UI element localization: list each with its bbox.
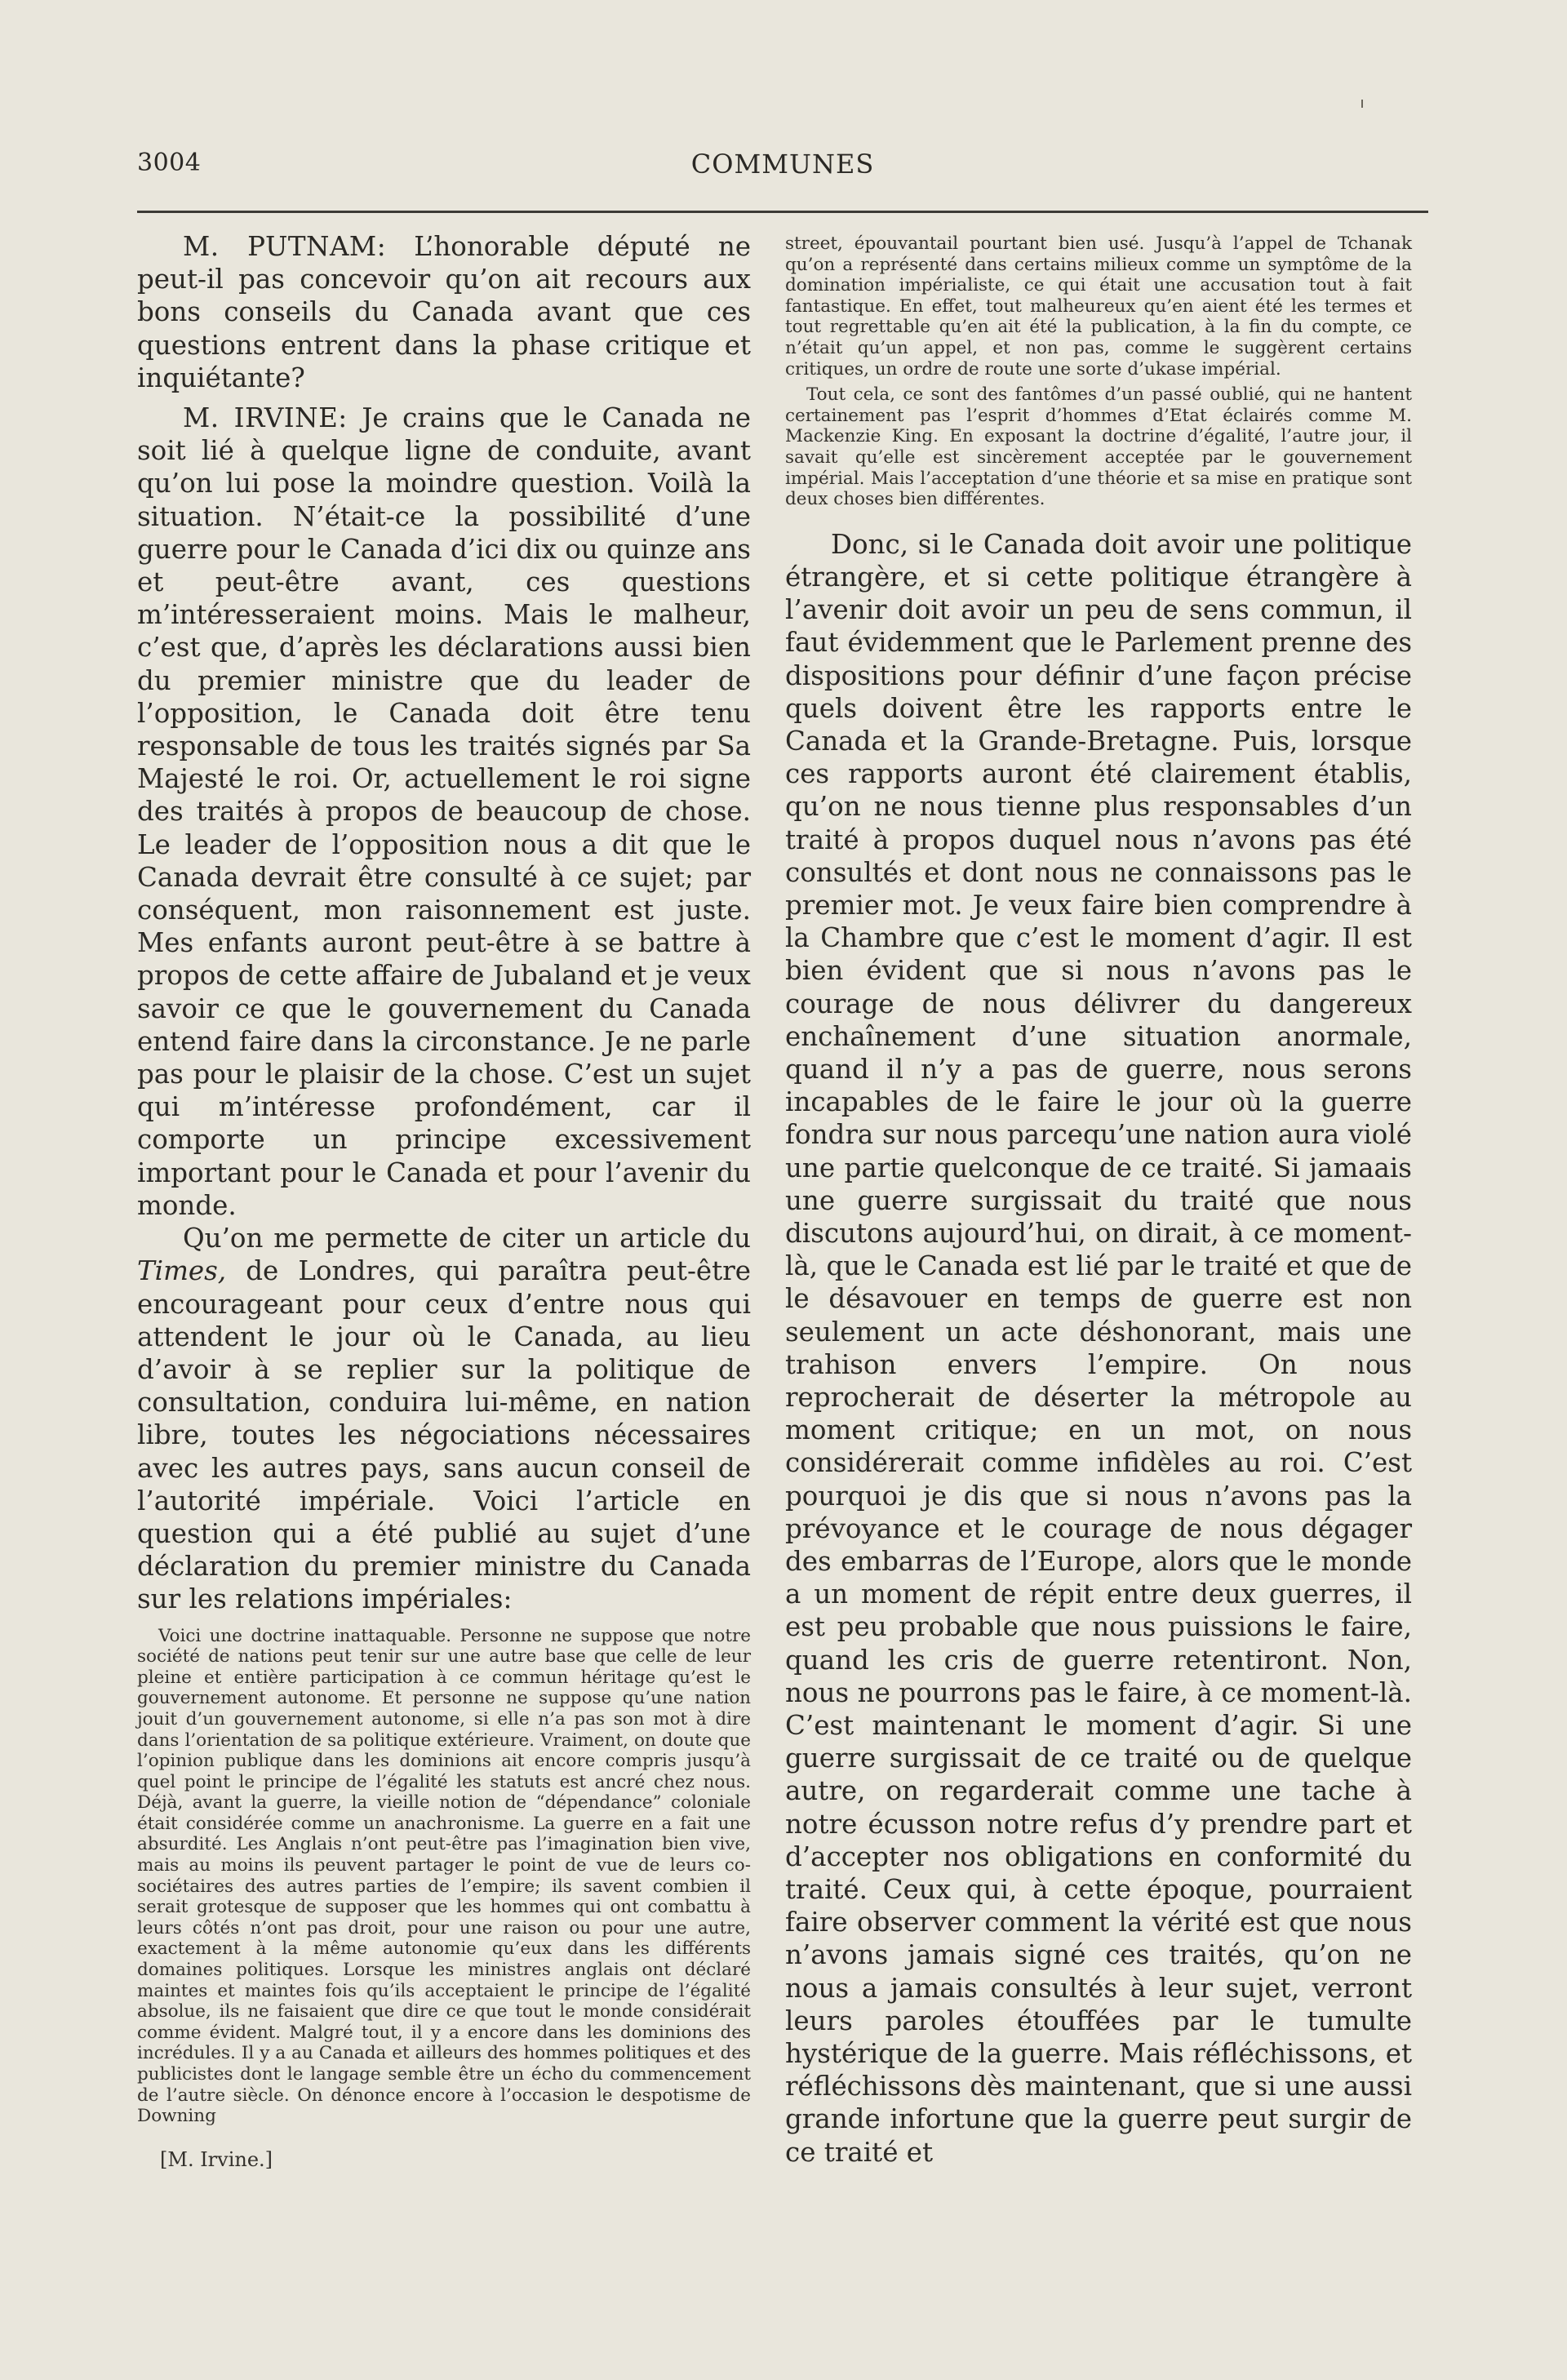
putnam-text: L’honorable député ne peut-il pas concevoir qu’on ait recours aux bons conseils du Canada avant que ces questions entrent dans la phase critique et inquiétante?	[137, 231, 751, 393]
page-number: 3004	[137, 149, 202, 177]
quotation-block	[137, 1626, 751, 2127]
margin-mark	[1361, 100, 1363, 108]
irvine-text: Je crains que le Canada ne soit lié à quelque ligne de conduite, avant qu’on lui pose la moindre question. Voilà la situation. N’était-ce la possibilité d’une guerre pour le Canada d’ici dix ou quinze ans et peut-être avant, ces questions m’intéresseraient moins. Mais le malheur, c’est que, d’après les déclarations aussi bien du premier ministre que du leader de l’opposition, le Canada doit être tenu responsable de tous les traités signés par Sa Majesté le roi. Or, actuellement le roi signe des traités à propos de beaucoup de chose. Le leader de l’opposition nous a dit que le Canada devrait être consulté à ce sujet; par conséquent, mon raisonnement est juste. Mes enfants auront peut-être à se battre à propos de cette affaire de Jubaland et je veux savoir ce que le gouvernement du Canada entend faire dans la circonstance. Je ne parle pas pour le plaisir de la chose. C’est un sujet qui m’intéresse profondément, car il comporte un principe excessivement important pour le Canada et pour l’avenir du monde.	[137, 402, 752, 1221]
times-title: Times,	[137, 1255, 227, 1287]
speaker-irvine: M. IRVINE:	[183, 402, 348, 434]
times-before: Qu’on me permette de citer un article du	[183, 1223, 751, 1254]
conclusion-paragraph: Donc, si le Canada doit avoir une politique étrangère, et si cette politique étrangère à l’avenir doit avoir un peu de sens commun, il faut évidemment que le Parlement prenne des dispositions pour définir d’une façon précise quels doivent être les rapports entre le Canada et la Grande-Bretagne. Puis, lorsque ces rapports auront été clairement établis, qu’on ne nous tienne plus responsables d’un traité à propos duquel nous n’avons pas été consultés et dont nous ne connaissons pas le premier mot. Je veux faire bien comprendre à la Chambre que c’est le moment d’agir. Il est bien évident que si nous n’avons pas le courage de nous délivrer du dangereux enchaînement d’une situation anormale, quand il n’y a pas de guerre, nous serons incapables de le faire le jour où la guerre fondra sur nous parcequ’une nation aura violé une partie quelconque de ce traité. Si jamaais une guerre surgissait du traité que nous discutons aujourd’hui, on dirait, à ce moment-là, que le Canada est lié par le traité et que de le désavouer en temps de guerre est non seulement un acte déshonorant, mais une trahison envers l’empire. On nous reprocherait de déserter la métropole au moment critique; en un mot, on nous considérerait comme infidèles au roi. C’est pourquoi je dis que si nous n’avons pas la prévoyance et le courage de nous dégager des embarras de l’Europe, alors que le monde a un moment de répit entre deux guerres, il est peu probable que nous puissions le faire, quand les cris de guerre retentiront. Non, nous ne pourrons pas le faire, à ce moment-là. C’est maintenant le moment d’agir. Si une guerre surgissait de ce traité ou de quelque autre, on regarderait comme une tache à notre écusson notre refus d’y prendre part et d’accepter nos obligations en conformité du traité. Ceux qui, à cette époque, pourraient faire observer comment la vérité est que nous n’avons jamais signé ces traités, qu’on ne nous a jamais consultés à leur sujet, verront leurs paroles étouffées par le tumulte hystérique de la guerre. Mais réfléchissons, et réfléchissons dès maintenant, que si une aussi grande infortune que la guerre peut surgir de ce traité et	[785, 528, 1412, 2168]
irvine-paragraph	[137, 402, 751, 1222]
running-head: COMMUNES	[690, 149, 875, 180]
page-header	[137, 149, 1428, 189]
quotation-continued	[785, 233, 1412, 510]
quotation-paragraph: Voici une doctrine inattaquable. Personne ne suppose que notre société de nations peut tenir sur une autre base que celle de leur pleine et entière participation à ce commun héritage qu’est le gouvernement autonome. Et personne ne suppose qu’une nation jouit d’un gouvernement autonome, si elle n’a pas son mot à dire dans l’orientation de sa politique extérieure. Vraiment, on doute que l’opinion publique dans les dominions ait encore compris jusqu’à quel point le principe de l’égalité les statuts est ancré chez nous. Déjà, avant la guerre, la vieille notion de “dépendance” coloniale était considérée comme un anachronisme. La guerre en a fait une absurdité. Les Anglais n’ont peut-être pas l’imagination bien vive, mais au moins ils peuvent partager le point de vue de leurs co-sociétaires des autres parties de l’empire; ils savent combien il serait grotesque de supposer que les hommes qui ont combattu à leurs côtés n’ont pas droit, pour une raison ou pour une autre, exactement à la même autonomie qu’eux dans les différents domaines politiques. Lorsque les ministres anglais ont déclaré maintes et maintes fois qu’ils acceptaient le principe de l’égalité absolue, ils ne faisaient que dire ce que tout le monde considérait comme évident. Malgré tout, il y a encore dans les dominions des incrédules. Il y a au Canada et ailleurs des hommes politiques et des publicistes dont le langage semble être un écho du commencement de l’autre siècle. On dénonce encore à l’occasion le despotisme de Downing	[137, 1625, 751, 2127]
quotation-paragraph-2: Tout cela, ce sont des fantômes d’un passé oublié, qui ne hantent certainement pas l’esprit d’hommes d’Etat éclairés comme M. Mackenzie King. En exposant la doctrine d’égalité, l’autre jour, il savait qu’elle est sincèrement acceptée par le gouvernement impérial. Mais l’acceptation d’une théorie et sa mise en pratique sont deux choses bien différentes.	[785, 384, 1412, 510]
times-paragraph	[137, 1222, 751, 1615]
putnam-paragraph	[137, 230, 751, 394]
quotation-continuation: street, épouvantail pourtant bien usé. Jusqu’à l’appel de Tchanak qu’on a représenté dans certains milieux comme un symptôme de la domination impérialiste, ce qui était une accusation tout à fait fantastique. En effet, tout malheureux qu’en aient été les termes et tout regrettable qu’en ait été la publication, à la fin du compte, ce n’était qu’un appel, et non pas, comme le suggèrent certains critiques, un ordre de route une sorte d’ukase impérial.	[785, 233, 1412, 380]
speaker-attribution: [M. Irvine.]	[160, 2148, 273, 2171]
speaker-putnam: M. PUTNAM:	[183, 231, 387, 262]
header-rule	[137, 211, 1428, 213]
left-column	[137, 230, 751, 2127]
right-column	[785, 230, 1412, 2169]
times-after: de Londres, qui paraîtra peut-être encourageant pour ceux d’entre nous qui attendent le jour où le Canada, au lieu d’avoir à se replier sur la politique de consultation, conduira lui-même, en nation libre, toutes les négociations nécessaires avec les autres pays, sans aucun conseil de l’autorité impériale. Voici l’article en question qui a été publié au sujet d’une déclaration du premier ministre du Canada sur les relations impériales:	[137, 1255, 751, 1615]
